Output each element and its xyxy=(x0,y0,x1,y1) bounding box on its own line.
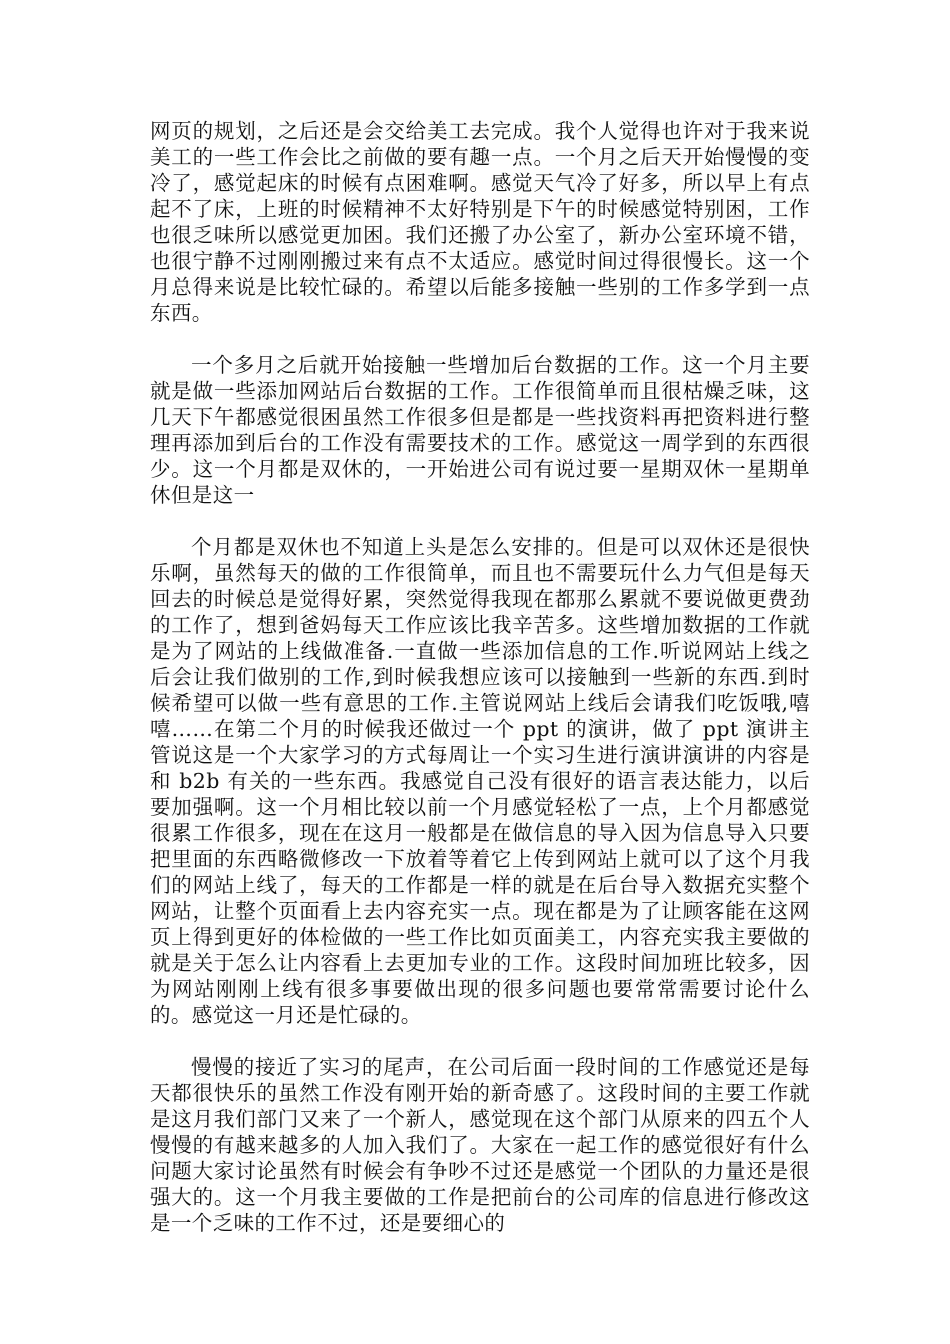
paragraph: 网页的规划，之后还是会交给美工去完成。我个人觉得也许对于我来说美工的一些工作会比之前做的要有趣一点。一个月之后天开始慢慢的变冷了，感觉起床的时候有点困难啊。感觉天气冷了好多，所以早上有点起不了床，上班的时候精神不太好特别是下午的时候感觉特别困，工作也很乏味所以感觉更加困。我们还搬了办公室了，新办公室环境不错，也很宁静不过刚刚搬过来有点不太适应。感觉时间过得很慢长。这一个月总得来说是比较忙碌的。希望以后能多接触一些别的工作多学到一点东西。 xyxy=(150,119,810,325)
paragraph: 一个多月之后就开始接触一些增加后台数据的工作。这一个月主要就是做一些添加网站后台数据的工作。工作很简单而且很枯燥乏味，这几天下午都感觉很困虽然工作很多但是都是一些找资料再把资料进行整理再添加到后台的工作没有需要技术的工作。感觉这一周学到的东西很少。这一个月都是双休的，一开始进公司有说过要一星期双休一星期单休但是这一 xyxy=(150,353,810,507)
document-page xyxy=(150,118,810,1236)
paragraph: 个月都是双休也不知道上头是怎么安排的。但是可以双休还是很快乐啊，虽然每天的做的工作很简单，而且也不需要玩什么力气但是每天回去的时候总是觉得好累，突然觉得我现在都那么累就不要说做更费劲的工作了，想到爸妈每天工作应该比我辛苦多。这些增加数据的工作就是为了网站的上线做准备.一直做一些添加信息的工作.听说网站上线之后会让我们做别的工作,到时候我想应该可以接触到一些新的东西.到时候希望可以做一些有意思的工作.主管说网站上线后会请我们吃饭哦,嘻嘻……在第二个月的时候我还做过一个 ppt 的演讲，做了 ppt 演讲主管说这是一个大家学习的方式每周让一个实习生进行演讲演讲的内容是和 b2b 有关的一些东西。我感觉自己没有很好的语言表达能力，以后要加强啊。这一个月相比较以前一个月感觉轻松了一点，上个月都感觉很累工作很多，现在在这月一般都是在做信息的导入因为信息导入只要把里面的东西略微修改一下放着等着它上传到网站上就可以了这个月我们的网站上线了，每天的工作都是一样的就是在后台导入数据充实整个网站，让整个页面看上去内容充实一点。现在都是为了让顾客能在这网页上得到更好的体检做的一些工作比如页面美工，内容充实我主要做的就是关于怎么让内容看上去更加专业的工作。这段时间加班比较多，因为网站刚刚上线有很多事要做出现的很多问题也要常常需要讨论什么的。感觉这一月还是忙碌的。 xyxy=(150,535,810,1027)
paragraph: 慢慢的接近了实习的尾声，在公司后面一段时间的工作感觉还是每天都很快乐的虽然工作没有刚开始的新奇感了。这段时间的主要工作就是这月我们部门又来了一个新人，感觉现在这个部门从原来的四五个人慢慢的有越来越多的人加入我们了。大家在一起工作的感觉很好有什么问题大家讨论虽然有时候会有争吵不过还是感觉一个团队的力量还是很强大的。这一个月我主要做的工作是把前台的公司库的信息进行修改这是一个乏味的工作不过，还是要细心的 xyxy=(150,1055,810,1235)
